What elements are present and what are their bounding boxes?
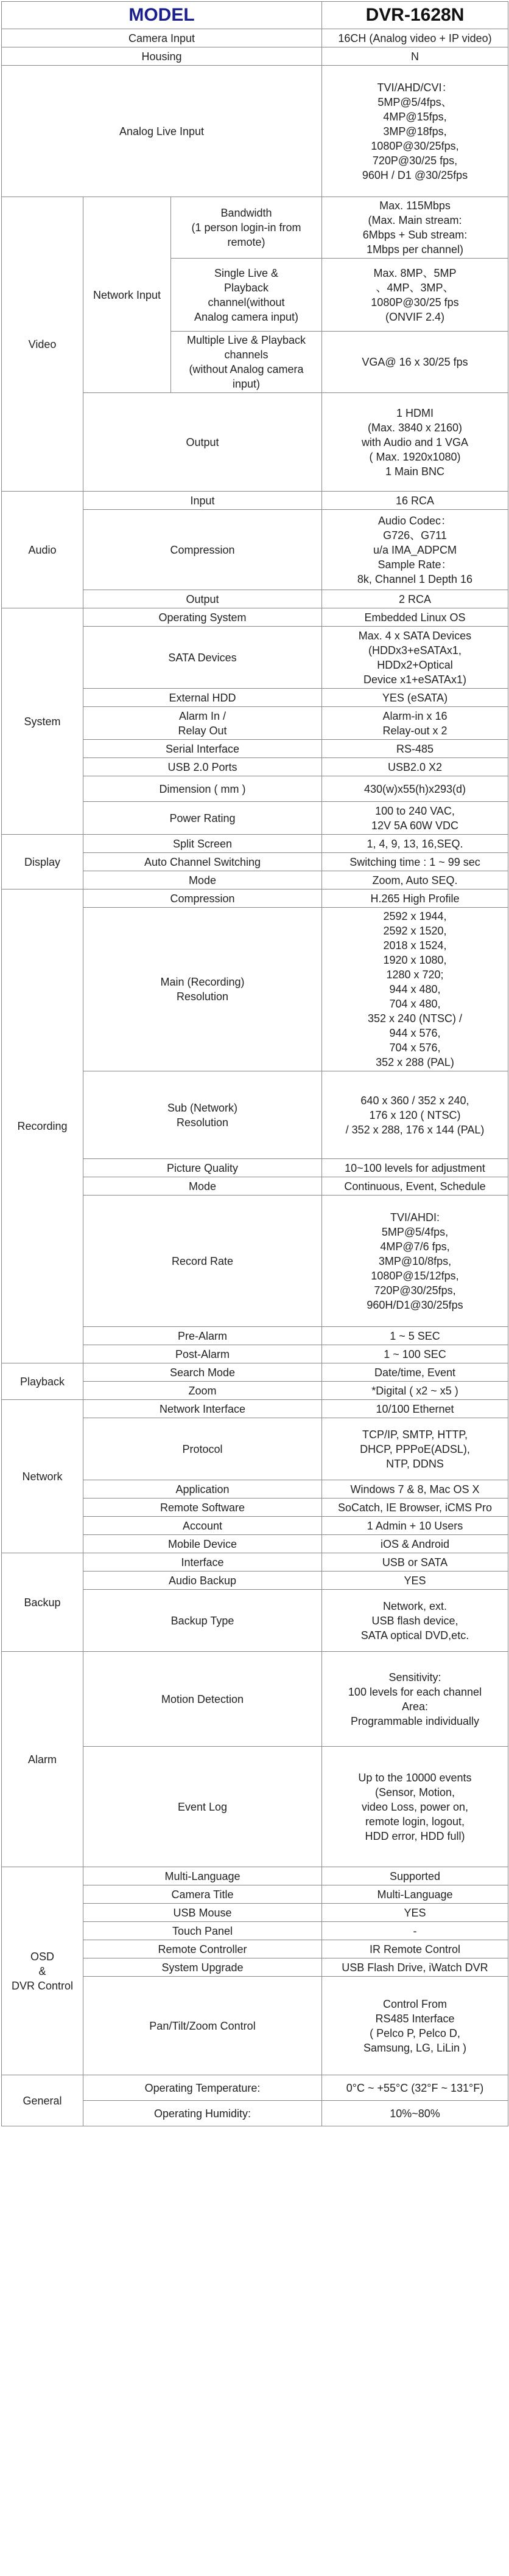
row-value: 10%~80%: [322, 2101, 508, 2126]
model-name: DVR-1628N: [322, 2, 508, 29]
row-label: Application: [83, 1480, 322, 1499]
row-value: Supported: [322, 1867, 508, 1885]
row-label: Mode: [83, 871, 322, 889]
group-label-backup: Backup: [2, 1553, 83, 1652]
row-value: Up to the 10000 events (Sensor, Motion, video Loss, power on, remote login, logout, HDD error, HDD full): [322, 1747, 508, 1867]
table-row: [2, 1363, 508, 1382]
table-row: [2, 608, 508, 627]
row-value: RS-485: [322, 740, 508, 758]
row-value: N: [322, 47, 508, 66]
row-label: Mobile Device: [83, 1535, 322, 1553]
row-value: 430(w)x55(h)x293(d): [322, 776, 508, 802]
row-label: Camera Title: [83, 1885, 322, 1904]
row-value: Max. 4 x SATA Devices (HDDx3+eSATAx1, HDDx2+Optical Device x1+eSATAx1): [322, 627, 508, 689]
row-label: Bandwidth (1 person login-in from remote): [171, 197, 322, 259]
spec-table: [1, 1, 508, 2126]
row-value: 10/100 Ethernet: [322, 1400, 508, 1418]
model-label: MODEL: [2, 2, 322, 29]
table-row: [2, 835, 508, 853]
table-row: [2, 47, 508, 66]
row-value: TCP/IP, SMTP, HTTP, DHCP, PPPoE(ADSL), NTP, DDNS: [322, 1418, 508, 1480]
row-label: Dimension ( mm ): [83, 776, 322, 802]
row-value: 2592 x 1944, 2592 x 1520, 2018 x 1524, 1920 x 1080, 1280 x 720; 944 x 480, 704 x 480, 352 x 240 (NTSC) / 944 x 576, 704 x 576, 352 x 288 (PAL): [322, 908, 508, 1071]
table-row: [2, 1400, 508, 1418]
row-value: 1 Admin + 10 Users: [322, 1517, 508, 1535]
row-label: Housing: [2, 47, 322, 66]
row-value: Alarm-in x 16 Relay-out x 2: [322, 707, 508, 740]
row-label: SATA Devices: [83, 627, 322, 689]
group-label-osd-dvr-control: OSD & DVR Control: [2, 1867, 83, 2075]
row-label: Touch Panel: [83, 1922, 322, 1940]
row-value: 1 ~ 5 SEC: [322, 1327, 508, 1345]
table-row: [2, 1553, 508, 1572]
row-label: Record Rate: [83, 1196, 322, 1327]
row-value: TVI/AHD/CVI： 5MP@5/4fps、 4MP@15fps, 3MP@18fps, 1080P@30/25fps, 720P@30/25 fps, 960H / D1 @30/25fps: [322, 66, 508, 197]
row-value: 100 to 240 VAC, 12V 5A 60W VDC: [322, 802, 508, 835]
row-value: 16CH (Analog video + IP video): [322, 29, 508, 47]
row-label: Single Live & Playback channel(without Analog camera input): [171, 259, 322, 332]
row-label: Input: [83, 492, 322, 510]
row-value: USB Flash Drive, iWatch DVR: [322, 1958, 508, 1977]
row-label: Compression: [83, 889, 322, 908]
row-label: Zoom: [83, 1382, 322, 1400]
row-label: Remote Software: [83, 1499, 322, 1517]
row-label: Operating System: [83, 608, 322, 627]
table-row: [2, 889, 508, 908]
row-label: Remote Controller: [83, 1940, 322, 1958]
table-row: [2, 1652, 508, 1747]
group-label-network: Network: [2, 1400, 83, 1553]
table-row: [2, 29, 508, 47]
row-label: System Upgrade: [83, 1958, 322, 1977]
row-label: Picture Quality: [83, 1159, 322, 1177]
row-value: Date/time, Event: [322, 1363, 508, 1382]
row-label: Mode: [83, 1177, 322, 1196]
row-value: 0°C ~ +55°C (32°F ~ 131°F): [322, 2075, 508, 2101]
row-label: Camera Input: [2, 29, 322, 47]
row-label: Pre-Alarm: [83, 1327, 322, 1345]
row-value: VGA@ 16 x 30/25 fps: [322, 332, 508, 393]
row-label: USB Mouse: [83, 1904, 322, 1922]
row-label: Pan/Tilt/Zoom Control: [83, 1977, 322, 2075]
row-value: 1 ~ 100 SEC: [322, 1345, 508, 1363]
row-value: Zoom, Auto SEQ.: [322, 871, 508, 889]
group-label-display: Display: [2, 835, 83, 889]
row-value: USB2.0 X2: [322, 758, 508, 776]
row-value: Embedded Linux OS: [322, 608, 508, 627]
row-value: Switching time : 1 ~ 99 sec: [322, 853, 508, 871]
row-label: USB 2.0 Ports: [83, 758, 322, 776]
row-label: Post-Alarm: [83, 1345, 322, 1363]
table-row: [2, 197, 508, 259]
row-label: Split Screen: [83, 835, 322, 853]
row-value: 10~100 levels for adjustment: [322, 1159, 508, 1177]
row-value: iOS & Android: [322, 1535, 508, 1553]
group-label-general: General: [2, 2075, 83, 2126]
row-label: Operating Temperature:: [83, 2075, 322, 2101]
group-label-video: Video: [2, 197, 83, 492]
subgroup-label: Network Input: [83, 197, 171, 393]
row-label: Interface: [83, 1553, 322, 1572]
row-label: Power Rating: [83, 802, 322, 835]
row-value: YES: [322, 1904, 508, 1922]
row-value: 16 RCA: [322, 492, 508, 510]
row-label: Motion Detection: [83, 1652, 322, 1747]
group-label-playback: Playback: [2, 1363, 83, 1400]
row-value: USB or SATA: [322, 1553, 508, 1572]
row-value: -: [322, 1922, 508, 1940]
group-label-system: System: [2, 608, 83, 835]
table-row: [2, 1867, 508, 1885]
row-label: Analog Live Input: [2, 66, 322, 197]
row-label: Compression: [83, 510, 322, 590]
row-value: Max. 115Mbps (Max. Main stream: 6Mbps + Sub stream: 1Mbps per channel): [322, 197, 508, 259]
row-label: Operating Humidity:: [83, 2101, 322, 2126]
row-value: SoCatch, IE Browser, iCMS Pro: [322, 1499, 508, 1517]
row-label: Backup Type: [83, 1590, 322, 1652]
row-label: Audio Backup: [83, 1572, 322, 1590]
row-label: Account: [83, 1517, 322, 1535]
row-value: Continuous, Event, Schedule: [322, 1177, 508, 1196]
table-row: [2, 492, 508, 510]
row-value: 640 x 360 / 352 x 240, 176 x 120 ( NTSC) / 352 x 288, 176 x 144 (PAL): [322, 1071, 508, 1159]
row-label: Serial Interface: [83, 740, 322, 758]
row-label: Search Mode: [83, 1363, 322, 1382]
row-value: 1 HDMI (Max. 3840 x 2160) with Audio and 1 VGA ( Max. 1920x1080) 1 Main BNC: [322, 393, 508, 492]
row-value: Control From RS485 Interface ( Pelco P, Pelco D, Samsung, LG, LiLin ): [322, 1977, 508, 2075]
row-label: Multi-Language: [83, 1867, 322, 1885]
row-label: Multiple Live & Playback channels (without Analog camera input): [171, 332, 322, 393]
row-label: Network Interface: [83, 1400, 322, 1418]
row-label: External HDD: [83, 689, 322, 707]
row-label: Event Log: [83, 1747, 322, 1867]
row-value: H.265 High Profile: [322, 889, 508, 908]
row-value: Sensitivity: 100 levels for each channel Area: Programmable individually: [322, 1652, 508, 1747]
header-row: [2, 2, 508, 29]
row-label: Output: [83, 393, 322, 492]
row-label: Main (Recording) Resolution: [83, 908, 322, 1071]
row-value: Multi-Language: [322, 1885, 508, 1904]
row-label: Output: [83, 590, 322, 608]
row-value: Network, ext. USB flash device, SATA optical DVD,etc.: [322, 1590, 508, 1652]
group-label-audio: Audio: [2, 492, 83, 608]
group-label-alarm: Alarm: [2, 1652, 83, 1867]
table-row: [2, 2075, 508, 2101]
row-label: Protocol: [83, 1418, 322, 1480]
row-value: 2 RCA: [322, 590, 508, 608]
row-value: Windows 7 & 8, Mac OS X: [322, 1480, 508, 1499]
row-value: YES (eSATA): [322, 689, 508, 707]
row-value: Max. 8MP、5MP 、4MP、3MP、 1080P@30/25 fps (ONVIF 2.4): [322, 259, 508, 332]
row-value: YES: [322, 1572, 508, 1590]
spec-table-body: [2, 2, 508, 2126]
table-row: [2, 66, 508, 197]
row-label: Sub (Network) Resolution: [83, 1071, 322, 1159]
row-value: IR Remote Control: [322, 1940, 508, 1958]
row-value: TVI/AHDI: 5MP@5/4fps, 4MP@7/6 fps, 3MP@10/8fps, 1080P@15/12fps, 720P@30/25fps, 960H/D1@30/25fps: [322, 1196, 508, 1327]
row-label: Alarm In / Relay Out: [83, 707, 322, 740]
row-value: *Digital ( x2 ~ x5 ): [322, 1382, 508, 1400]
row-value: 1, 4, 9, 13, 16,SEQ.: [322, 835, 508, 853]
row-value: Audio Codec： G726、G711 u/a IMA_ADPCM Sample Rate： 8k, Channel 1 Depth 16: [322, 510, 508, 590]
row-label: Auto Channel Switching: [83, 853, 322, 871]
group-label-recording: Recording: [2, 889, 83, 1363]
